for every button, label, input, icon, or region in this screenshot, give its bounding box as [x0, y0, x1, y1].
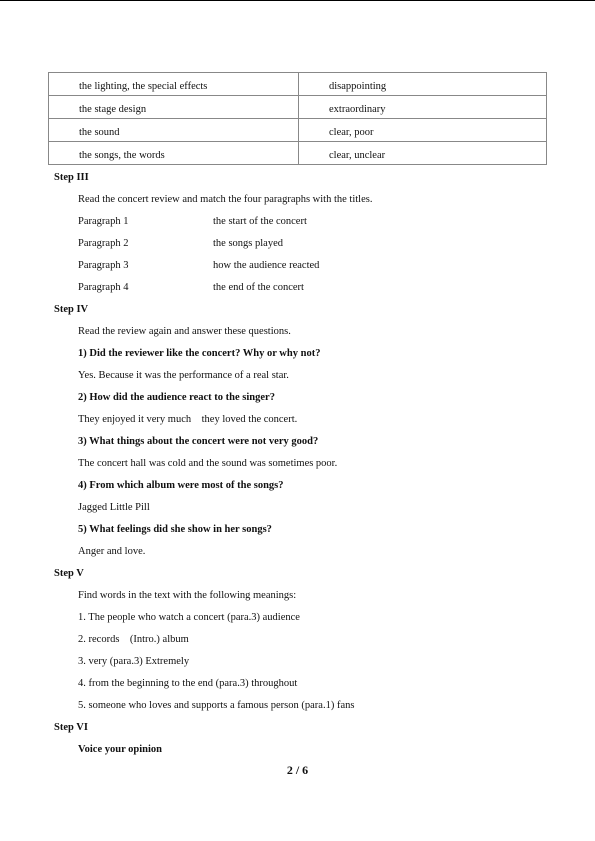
paragraph-label: Paragraph 4 — [78, 282, 129, 293]
table-cell: the songs, the words — [49, 142, 299, 165]
table-cell: the stage design — [49, 96, 299, 119]
step3-heading: Step III — [54, 172, 89, 183]
paragraph-title: the start of the concert — [213, 216, 307, 227]
table-cell: clear, unclear — [299, 142, 547, 165]
step4-heading: Step IV — [54, 304, 89, 315]
table-cell: disappointing — [299, 73, 547, 96]
table-cell: the lighting, the special effects — [49, 73, 299, 96]
list-item: 2. records (Intro.) album — [78, 634, 189, 645]
answer-text: Anger and love. — [78, 546, 146, 557]
table-row — [49, 119, 547, 142]
paragraph-title: the songs played — [213, 238, 283, 249]
table-row — [49, 73, 547, 96]
step4-instruction: Read the review again and answer these questions. — [78, 326, 291, 337]
answer-text: They enjoyed it very much they loved the concert. — [78, 414, 298, 425]
answer-text: Jagged Little Pill — [78, 502, 150, 513]
page-number: 2 / 6 — [286, 763, 309, 777]
list-item: 1. The people who watch a concert (para.3) audience — [78, 612, 300, 623]
paragraph-label: Paragraph 1 — [78, 216, 129, 227]
step3-instruction: Read the concert review and match the four paragraphs with the titles. — [78, 194, 373, 205]
table-cell: clear, poor — [299, 119, 547, 142]
step5-instruction: Find words in the text with the following meanings: — [78, 590, 297, 601]
step6-subheading: Voice your opinion — [78, 744, 163, 755]
vocabulary-table — [48, 72, 547, 165]
paragraph-title: how the audience reacted — [213, 260, 320, 271]
answer-text: The concert hall was cold and the sound was sometimes poor. — [78, 458, 338, 469]
table-row — [49, 96, 547, 119]
step5-heading: Step V — [54, 568, 84, 579]
list-item: 3. very (para.3) Extremely — [78, 656, 190, 667]
question-text: 1) Did the reviewer like the concert? Why or why not? — [78, 348, 321, 359]
answer-text: Yes. Because it was the performance of a real star. — [78, 370, 289, 381]
page-top-border — [0, 0, 595, 1]
table-cell: the sound — [49, 119, 299, 142]
list-item: 4. from the beginning to the end (para.3) throughout — [78, 678, 298, 689]
list-item: 5. someone who loves and supports a famous person (para.1) fans — [78, 700, 355, 711]
table-row — [49, 142, 547, 165]
step6-heading: Step VI — [54, 722, 88, 733]
table-cell: extraordinary — [299, 96, 547, 119]
paragraph-title: the end of the concert — [213, 282, 304, 293]
paragraph-label: Paragraph 3 — [78, 260, 129, 271]
question-text: 3) What things about the concert were not very good? — [78, 436, 319, 447]
question-text: 2) How did the audience react to the singer? — [78, 392, 275, 403]
paragraph-label: Paragraph 2 — [78, 238, 129, 249]
question-text: 5) What feelings did she show in her songs? — [78, 524, 272, 535]
question-text: 4) From which album were most of the songs? — [78, 480, 284, 491]
